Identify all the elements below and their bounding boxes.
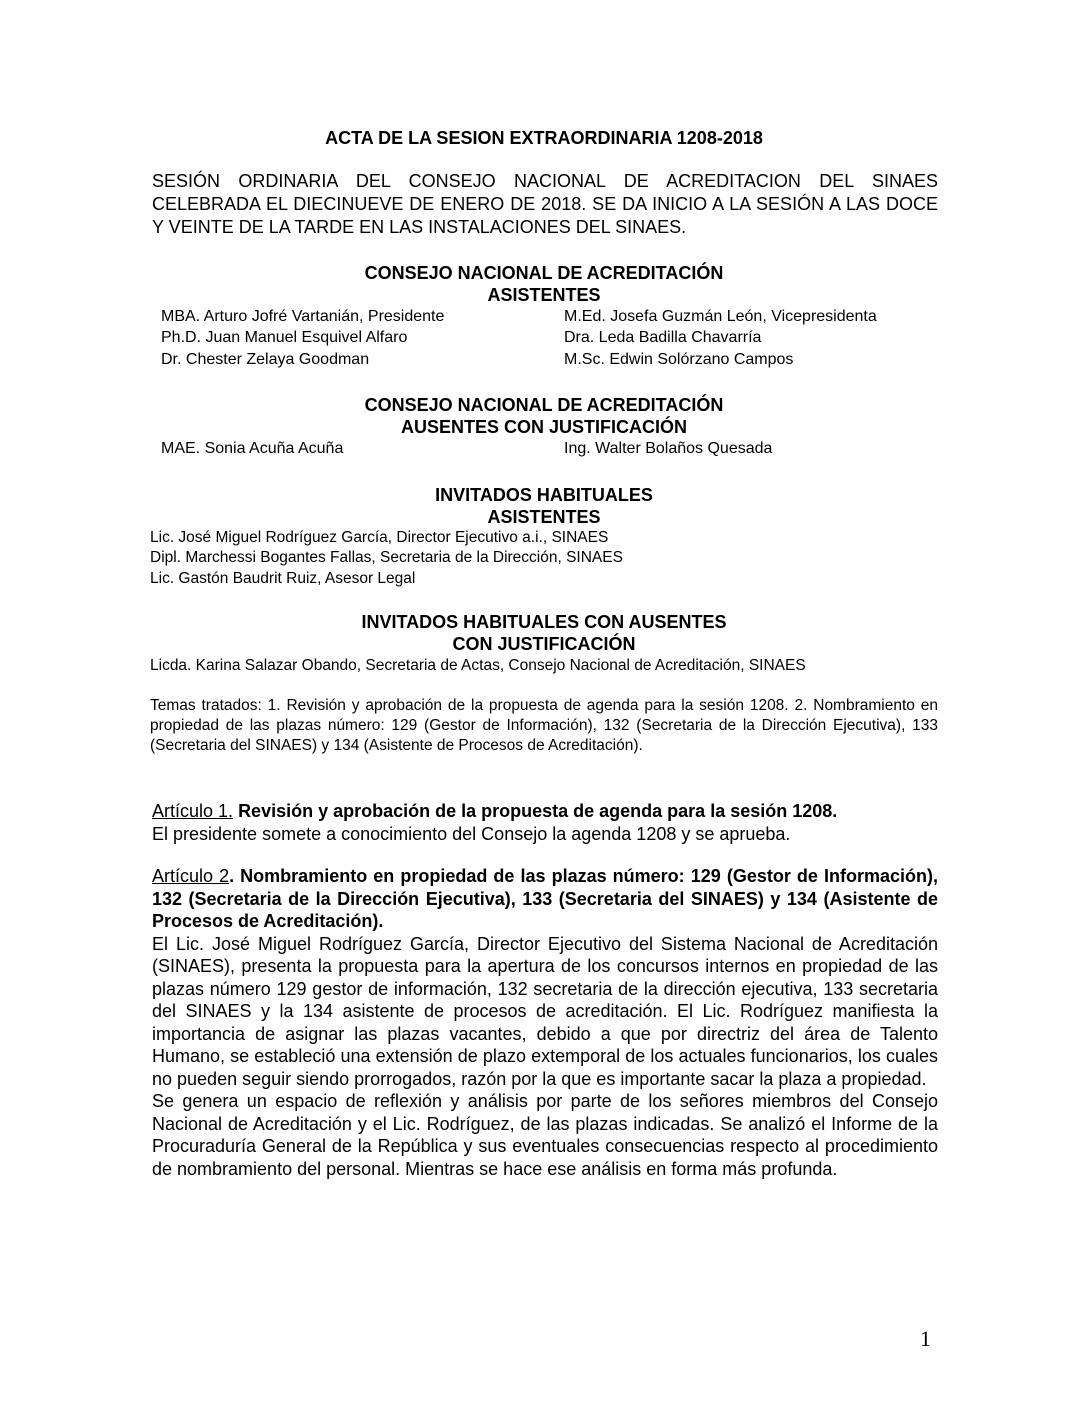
attendee-name: Dra. Leda Badilla Chavarría bbox=[564, 329, 762, 346]
article-1-label: Artículo 1. bbox=[152, 801, 234, 821]
attendee-name: MBA. Arturo Jofré Vartanián, Presidente bbox=[161, 308, 445, 325]
article-2-paragraph: Se genera un espacio de reflexión y análisis por parte de los señores miembros del Consejo Nacional de Acreditación y el Lic. Rodríguez, de las plazas indicadas. Se analizó el Informe de la Procuraduría General de la República y sus eventuales consecuencias respecto al procedimiento de nombramiento del personal. Mientras se hace ese análisis en forma más profunda. bbox=[152, 1091, 938, 1179]
guest-absent-name: Licda. Karina Salazar Obando, Secretaria de Actas, Consejo Nacional de Acreditación, SINAES bbox=[150, 657, 806, 674]
guest-name: Dipl. Marchessi Bogantes Fallas, Secretaria de la Dirección, SINAES bbox=[150, 549, 623, 566]
page-number: 1 bbox=[920, 1326, 931, 1351]
guests-heading: INVITADOS HABITUALES bbox=[435, 485, 653, 505]
attendee-name: Dr. Chester Zelaya Goodman bbox=[161, 351, 370, 368]
article-1 bbox=[152, 800, 938, 845]
session-intro: SESIÓN ORDINARIA DEL CONSEJO NACIONAL DE ACREDITACION DEL SINAES CELEBRADA EL DIECINUEVE DE ENERO DE 2018. SE DA INICIO A LA SESIÓN A LAS DOCE Y VEINTE DE LA TARDE EN LAS INSTALACIONES DEL SINAES. bbox=[152, 171, 938, 237]
justification-heading: CON JUSTIFICACIÓN bbox=[452, 634, 636, 654]
article-1-title: Revisión y aprobación de la propuesta de agenda para la sesión 1208. bbox=[238, 801, 838, 821]
document-title: ACTA DE LA SESION EXTRAORDINARIA 1208-2018 bbox=[325, 128, 763, 148]
absentee-name: Ing. Walter Bolaños Quesada bbox=[564, 440, 773, 457]
attendee-name: M.Sc. Edwin Solórzano Campos bbox=[564, 351, 794, 368]
absentee-name: MAE. Sonia Acuña Acuña bbox=[161, 440, 344, 457]
attendee-name: Ph.D. Juan Manuel Esquivel Alfaro bbox=[161, 329, 408, 346]
article-2-label: Artículo 2 bbox=[152, 866, 230, 886]
attendee-name: M.Ed. Josefa Guzmán León, Vicepresidenta bbox=[564, 308, 877, 325]
guests-absent-heading: INVITADOS HABITUALES CON AUSENTES bbox=[361, 612, 727, 632]
council-heading: CONSEJO NACIONAL DE ACREDITACIÓN bbox=[364, 395, 724, 415]
guest-name: Lic. José Miguel Rodríguez García, Director Ejecutivo a.i., SINAES bbox=[150, 529, 609, 546]
article-1-body: El presidente somete a conocimiento del Consejo la agenda 1208 y se aprueba. bbox=[152, 823, 791, 844]
topics-summary: Temas tratados: 1. Revisión y aprobación de la propuesta de agenda para la sesión 1208. 2. Nombramiento en propiedad de las plazas número: 129 (Gestor de Información), 132 (Secretaria de la Dirección Ejecutiva), 133 (Secretaria del SINAES) y 134 (Asistente de Procesos de Acreditación). bbox=[150, 697, 938, 754]
attendees-heading: ASISTENTES bbox=[487, 285, 601, 305]
absentees-heading: AUSENTES CON JUSTIFICACIÓN bbox=[400, 417, 688, 437]
attendees-heading: ASISTENTES bbox=[487, 507, 601, 527]
article-2-title: . Nombramiento en propiedad de las plazas número: 129 (Gestor de Información), 132 (Secretaria de la Dirección Ejecutiva), 133 (Secretaria del SINAES) y 134 (Asistente de Procesos de Acreditación). bbox=[152, 866, 938, 931]
council-heading: CONSEJO NACIONAL DE ACREDITACIÓN bbox=[364, 263, 724, 283]
guest-name: Lic. Gastón Baudrit Ruiz, Asesor Legal bbox=[150, 570, 416, 587]
article-2-paragraph: El Lic. José Miguel Rodríguez García, Director Ejecutivo del Sistema Nacional de Acreditación (SINAES), presenta la propuesta para la apertura de los concursos internos en propiedad de las plazas número 129 gestor de información, 132 secretaria de la dirección ejecutiva, 133 secretaria del SINAES y la 134 asistente de procesos de acreditación. El Lic. Rodríguez manifiesta la importancia de asignar las plazas vacantes, debido a que por directriz del área de Talento Humano, se estableció una extensión de plazo extemporal de los actuales funcionarios, los cuales no pueden seguir siendo prorrogados, razón por la que es importante sacar la plaza a propiedad. bbox=[152, 933, 938, 1089]
article-2 bbox=[152, 865, 938, 1180]
